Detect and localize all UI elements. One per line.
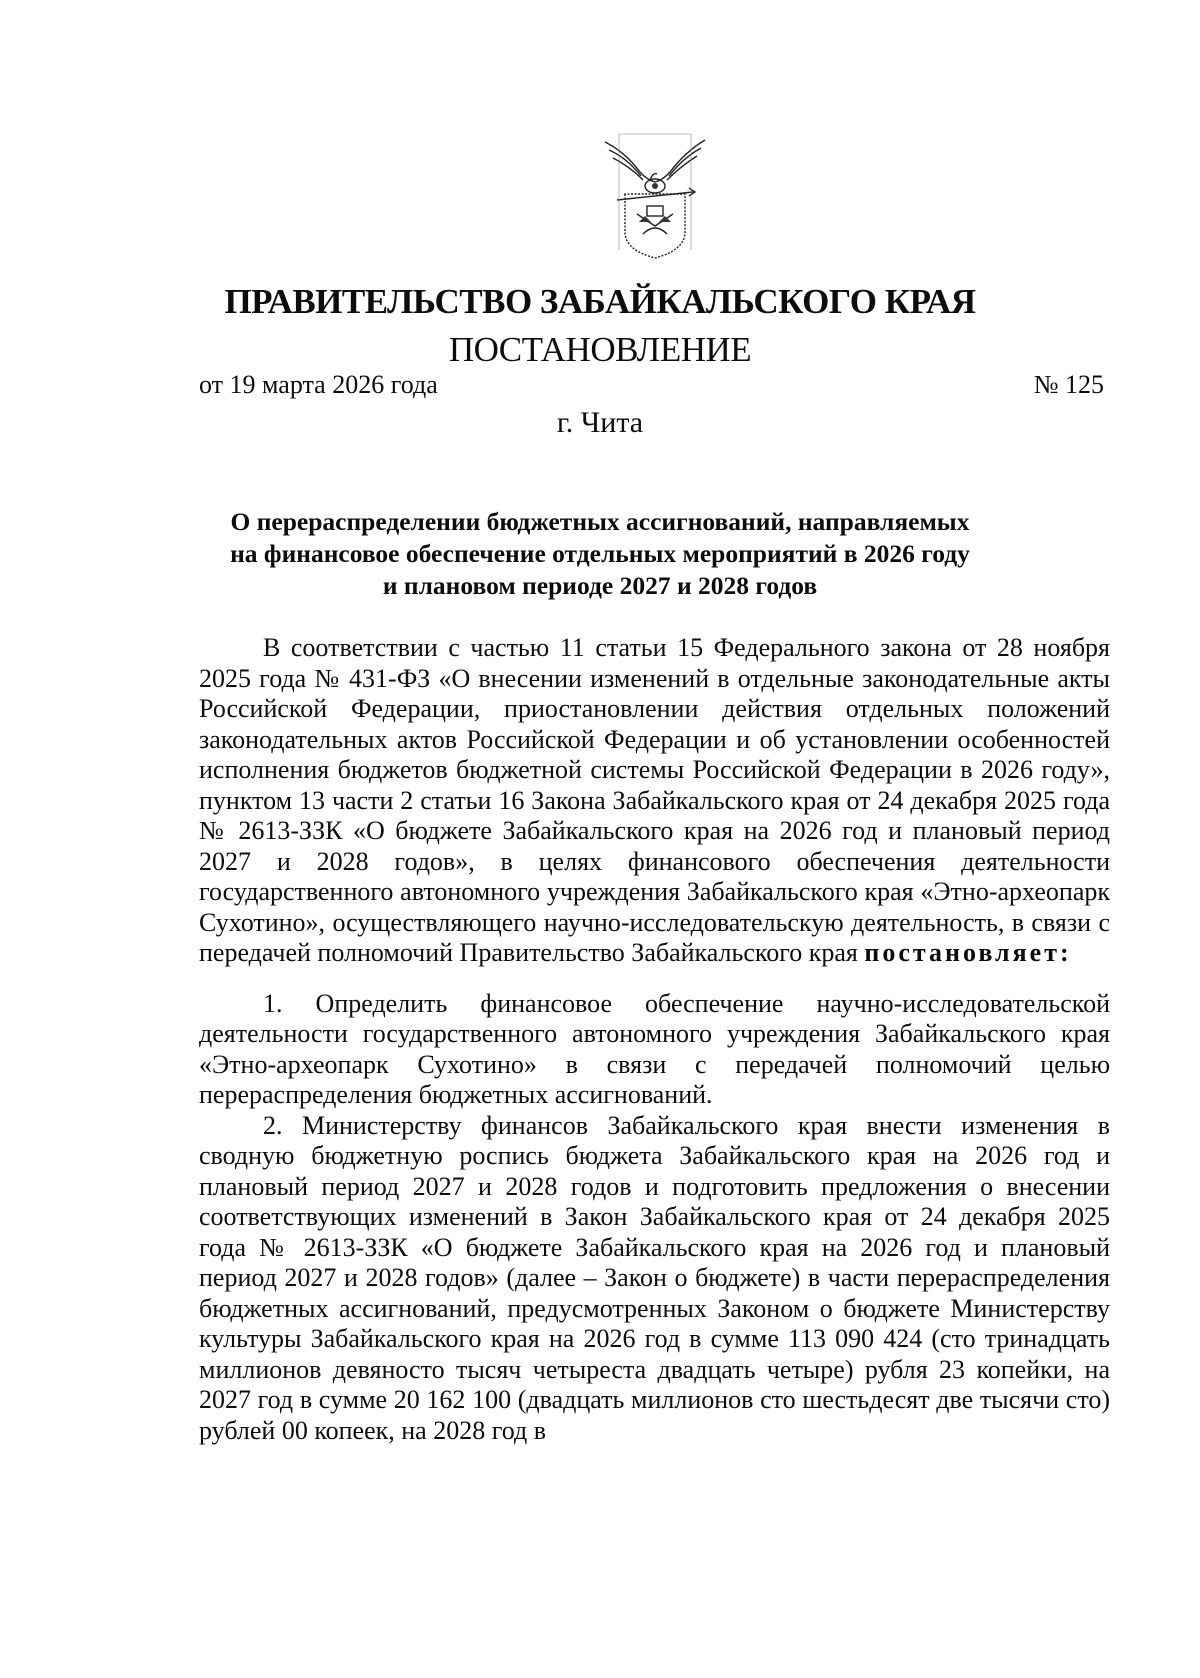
subject-line: на финансовое обеспечение отдельных мероприятий в 2026 году xyxy=(230,539,970,568)
document-date: от 19 марта 2026 года xyxy=(199,370,438,399)
document-type: ПОСТАНОВЛЕНИЕ xyxy=(448,330,752,369)
resolves-word: постановляет: xyxy=(864,938,1072,967)
preamble-paragraph xyxy=(199,633,1110,969)
item-1-text: 1. Определить финансовое обеспечение научно-исследовательской деятельности государственного автономного учреждения Забайкальского края «Этно-археопарк Сухотино» в связи с передачей полномочий целью перераспределения бюджетных ассигнований. xyxy=(199,988,1110,1109)
item-2-text: 2. Министерству финансов Забайкальского края внести изменения в сводную бюджетную роспись бюджета Забайкальского края на 2026 год и плановый период 2027 и 2028 годов и подготовить предложения о внесении соответствующих изменений в Закон Забайкальского края от 24 декабря 2025 года № 2613-ЗЗК «О бюджете Забайкальского края на 2026 год и плановый период 2027 и 2028 годов» (далее – Закон о бюджете) в части перераспределения бюджетных ассигнований, предусмотренных Законом о бюджете Министерству культуры Забайкальского края на 2026 год в сумме 113 090 424 (сто тринадцать миллионов девяносто тысяч четыреста двадцать четыре) рубля 23 копейки, на 2027 год в сумме 20 162 100 (двадцать миллионов сто шестьдесят две тысячи сто) рублей 00 копеек, на 2028 год в xyxy=(199,1110,1110,1445)
item-1-paragraph xyxy=(199,989,1110,1111)
item-2-paragraph xyxy=(199,1111,1110,1447)
subject-line: и плановом периоде 2027 и 2028 годов xyxy=(382,571,818,600)
preamble-text: В соответствии с частью 11 статьи 15 Федерального закона от 28 ноября 2025 года № 431-ФЗ «О внесении изменений в отдельные законодательные акты Российской Федерации, приостановлении действия отдельных положений законодательных актов Российской Федерации и об установлении особенностей исполнения бюджетов бюджетной системы Российской Федерации в 2026 году», пунктом 13 части 2 статьи 16 Закона Забайкальского края от 24 декабря 2025 года № 2613-ЗЗК «О бюджете Забайкальского края на 2026 год и плановый период 2027 и 2028 годов», в целях финансового обеспечения деятельности государственного автономного учреждения Забайкальского края «Этно-археопарк Сухотино», осуществляющего научно-исследовательскую деятельность, в связи с передачей полномочий Правительство Забайкальского края xyxy=(199,633,1110,967)
document-city: г. Чита xyxy=(556,406,644,439)
coat-of-arms-icon xyxy=(595,122,715,260)
document-number: № 125 xyxy=(1033,370,1104,399)
document-subject xyxy=(150,506,1050,602)
subject-line: О перераспределении бюджетных ассигнований, направляемых xyxy=(230,507,970,536)
organization-title: ПРАВИТЕЛЬСТВО ЗАБАЙКАЛЬСКОГО КРАЯ xyxy=(224,282,976,321)
document-body xyxy=(199,633,1110,1446)
